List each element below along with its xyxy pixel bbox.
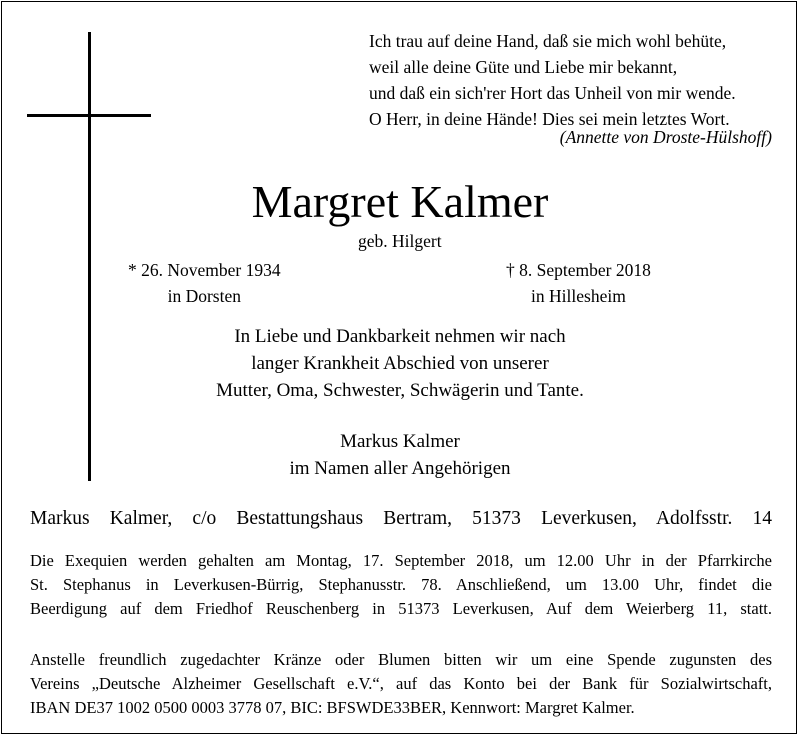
poem: [369, 28, 784, 132]
contact-address: Markus Kalmer, c/o Bestattungshaus Bertram, 51373 Leverkusen, Adolfsstr. 14: [30, 508, 772, 529]
death-date: † 8. September 2018: [506, 260, 651, 280]
birth-info: [128, 257, 281, 309]
donation-line: Anstelle freundlich zugedachter Kränze oder Blumen bitten wir um eine Spende zugunsten des: [30, 650, 772, 669]
announcement-line: Mutter, Oma, Schwester, Schwägerin und Tante.: [216, 380, 584, 401]
cross-icon: [88, 32, 91, 481]
cross-icon-bar: [27, 114, 151, 117]
funeral-line: Beerdigung auf dem Friedhof Reuschenberg in 51373 Leverkusen, Auf dem Weierberg 11, statt.: [30, 599, 772, 618]
poem-line: Ich trau auf deine Hand, daß sie mich wohl behüte,: [369, 31, 727, 51]
funeral-paragraph: [30, 549, 772, 621]
signers: [90, 428, 710, 482]
death-place: in Hillesheim: [531, 286, 626, 306]
funeral-line: Die Exequien werden gehalten am Montag, 17. September 2018, um 12.00 Uhr in der Pfarrkirche: [30, 551, 772, 570]
poem-line: und daß ein sich'rer Hort das Unheil von mir wende.: [369, 83, 736, 103]
birth-place: in Dorsten: [167, 286, 242, 306]
announcement-line: In Liebe und Dankbarkeit nehmen wir nach: [234, 326, 566, 347]
poem-line: O Herr, in deine Hände! Dies sei mein letztes Wort.: [369, 109, 730, 129]
death-info: [506, 257, 651, 309]
donation-line: Vereins „Deutsche Alzheimer Gesellschaft e.V.“, auf das Konto bei der Bank für Sozialwirtschaft,: [30, 674, 772, 693]
poem-author: (Annette von Droste-Hülshoff): [559, 127, 772, 147]
birth-name: geb. Hilgert: [358, 231, 442, 251]
signer-note: im Namen aller Angehörigen: [289, 458, 511, 479]
birth-date: * 26. November 1934: [128, 260, 281, 280]
donation-paragraph: [30, 648, 772, 720]
signer-name: Markus Kalmer: [340, 431, 460, 452]
announcement-text: [90, 323, 710, 404]
announcement-line: langer Krankheit Abschied von unserer: [251, 353, 549, 374]
poem-line: weil alle deine Güte und Liebe mir bekannt,: [369, 57, 678, 77]
donation-line: IBAN DE37 1002 0500 0003 3778 07, BIC: BFSWDE33BER, Kennwort: Margret Kalmer.: [30, 698, 635, 717]
deceased-name: [0, 172, 800, 232]
deceased-name-text: Margret Kalmer: [251, 176, 549, 227]
funeral-line: St. Stephanus in Leverkusen-Bürrig, Stephanusstr. 78. Anschließend, um 13.00 Uhr, findet die: [30, 575, 772, 594]
